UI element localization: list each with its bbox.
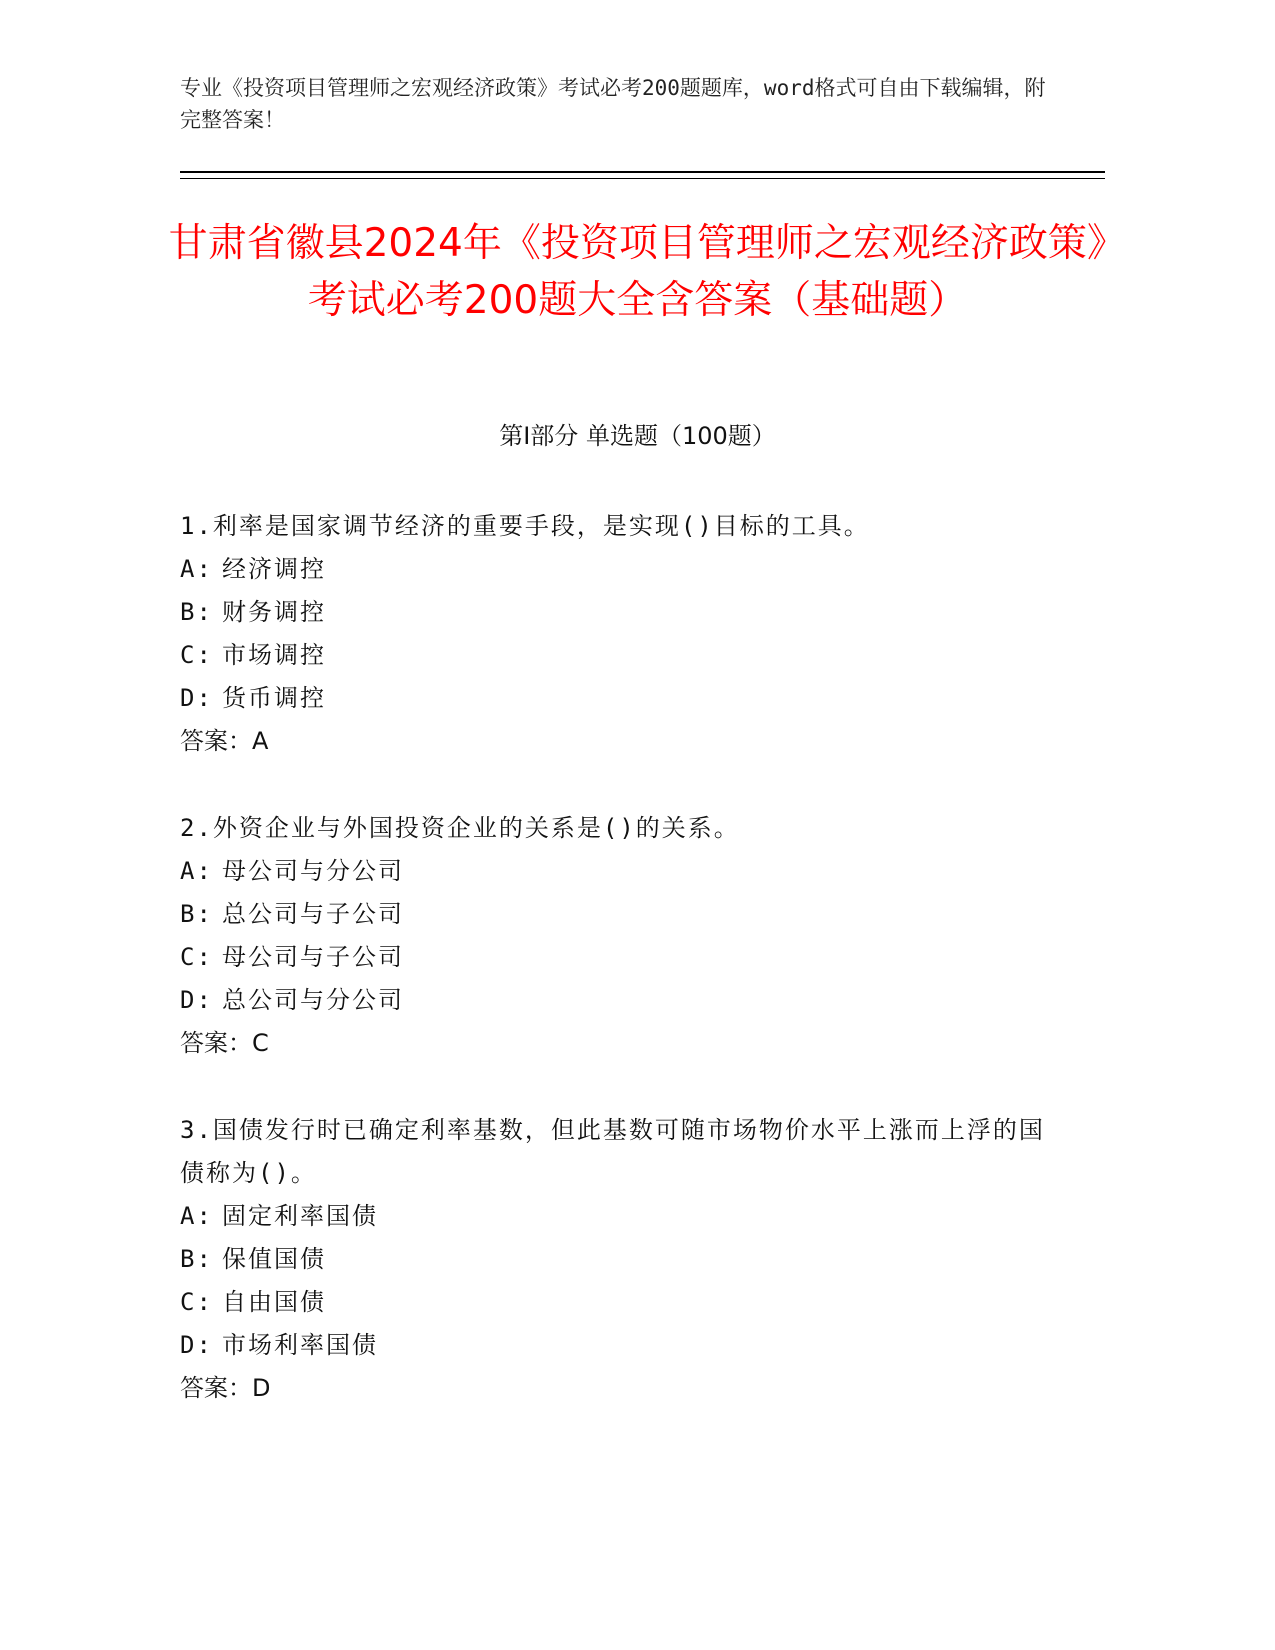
option-text: 保值国债	[222, 1245, 326, 1273]
option-d	[180, 1324, 1060, 1367]
option-text: 总公司与分公司	[222, 986, 404, 1014]
answer-line: 答案：D	[180, 1374, 271, 1402]
question-list	[180, 505, 1060, 1454]
question-3	[180, 1109, 1060, 1410]
option-a	[180, 1195, 1060, 1238]
option-text: 母公司与子公司	[222, 943, 404, 971]
option-key: A:	[180, 857, 213, 885]
header-note: 专业《投资项目管理师之宏观经济政策》考试必考200题题库，word格式可自由下载编辑，附完整答案！	[180, 76, 1046, 132]
document-title: 甘肃省徽县2024年《投资项目管理师之宏观经济政策》考试必考200题大全含答案（基础题）	[168, 221, 1107, 323]
header-rule-thin	[180, 178, 1105, 179]
option-a	[180, 850, 1060, 893]
option-text: 经济调控	[222, 555, 326, 583]
option-key: B:	[180, 900, 213, 928]
option-key: B:	[180, 1245, 213, 1273]
section-heading: 第I部分 单选题（100题）	[499, 422, 776, 450]
option-key: A:	[180, 555, 213, 583]
answer-line: 答案：C	[180, 1029, 269, 1057]
option-b	[180, 893, 1060, 936]
option-text: 总公司与子公司	[222, 900, 404, 928]
question-1	[180, 505, 1060, 763]
option-c	[180, 936, 1060, 979]
header-rule-thick	[180, 171, 1105, 173]
option-key: D:	[180, 1331, 213, 1359]
option-c	[180, 634, 1060, 677]
option-d	[180, 677, 1060, 720]
option-key: C:	[180, 1288, 213, 1316]
option-key: D:	[180, 986, 213, 1014]
option-key: C:	[180, 943, 213, 971]
option-key: B:	[180, 598, 213, 626]
question-stem: 3.国债发行时已确定利率基数，但此基数可随市场物价水平上涨而上浮的国债称为()。	[180, 1116, 1045, 1187]
option-text: 货币调控	[222, 684, 326, 712]
answer-line: 答案：A	[180, 727, 269, 755]
option-text: 母公司与分公司	[222, 857, 404, 885]
option-text: 市场调控	[222, 641, 326, 669]
question-2	[180, 807, 1060, 1065]
option-c	[180, 1281, 1060, 1324]
option-d	[180, 979, 1060, 1022]
option-text: 固定利率国债	[222, 1202, 378, 1230]
option-b	[180, 1238, 1060, 1281]
option-a	[180, 548, 1060, 591]
option-text: 市场利率国债	[222, 1331, 378, 1359]
option-key: D:	[180, 684, 213, 712]
option-text: 自由国债	[222, 1288, 326, 1316]
option-key: A:	[180, 1202, 213, 1230]
question-stem: 2.外资企业与外国投资企业的关系是()的关系。	[180, 814, 740, 842]
option-text: 财务调控	[222, 598, 326, 626]
option-b	[180, 591, 1060, 634]
option-key: C:	[180, 641, 213, 669]
question-stem: 1.利率是国家调节经济的重要手段，是实现()目标的工具。	[180, 512, 870, 540]
